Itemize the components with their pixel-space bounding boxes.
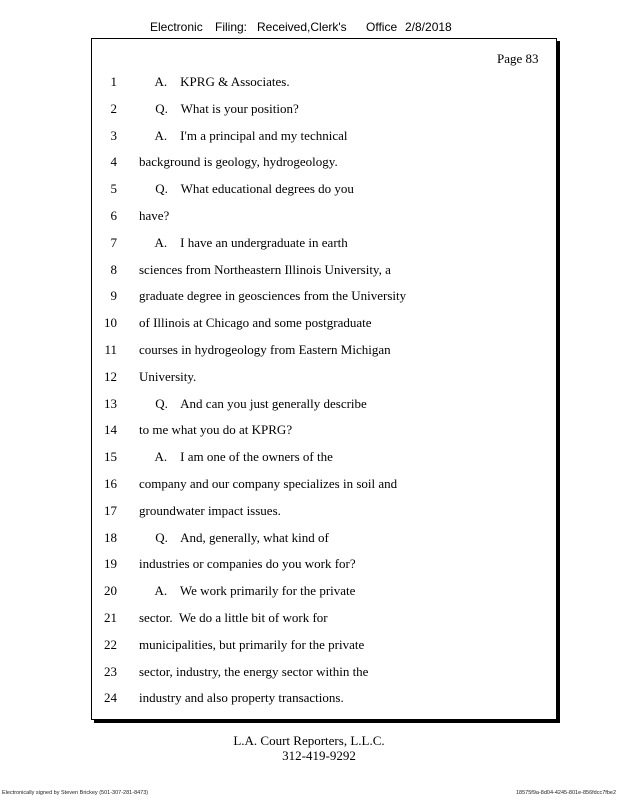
line-number: 24 (104, 690, 117, 706)
transcript-line-text: A. I am one of the owners of the (139, 449, 333, 465)
transcript-line-text: courses in hydrogeology from Eastern Michigan (139, 342, 391, 357)
line-number: 15 (104, 449, 117, 465)
line-number: 22 (104, 636, 117, 652)
header-office: Office (366, 20, 398, 34)
transcript-line-text: company and our company specializes in soil and (139, 476, 398, 491)
transcript-line-text: have? (139, 208, 170, 223)
line-number: 12 (104, 368, 117, 384)
line-number: 8 (110, 261, 117, 277)
transcript-line-text: groundwater impact issues. (139, 502, 281, 518)
transcript-line-text: graduate degree in geosciences from the University (139, 288, 407, 304)
line-number: 14 (104, 422, 117, 438)
footer-company: L.A. Court Reporters, L.L.C. (233, 733, 385, 748)
transcript-line-text: A. KPRG & Associates. (139, 74, 290, 89)
header-filing: Filing: (215, 20, 248, 34)
transcript-line-text: University. (139, 368, 197, 384)
transcript-line-text: A. We work primarily for the private (139, 583, 356, 599)
line-number: 20 (104, 583, 117, 599)
line-number: 11 (104, 342, 117, 357)
e-signature-note: Electronically signed by Steven Brickey (501-307-281-8473) (2, 790, 149, 796)
line-number: 6 (110, 208, 117, 223)
transcript-line-text: background is geology, hydrogeology. (139, 154, 338, 170)
transcript-line-text: industry and also property transactions. (139, 690, 344, 706)
transcript-line-text: Q. And can you just generally describe (139, 395, 367, 411)
transcript-line-text: sector. We do a little bit of work for (139, 610, 328, 625)
document-hash: 18575f9a-8d04-4245-801e-856fdcc7fbe2 (516, 790, 616, 796)
transcript-line-text: Q. And, generally, what kind of (139, 529, 329, 545)
page-number: Page 83 (497, 51, 539, 66)
line-number: 21 (104, 610, 117, 625)
transcript-line-text: A. I'm a principal and my technical (139, 127, 348, 143)
line-number: 9 (110, 288, 117, 304)
line-number: 3 (110, 127, 117, 143)
filing-stamp-header (0, 20, 618, 36)
line-number: 1 (110, 74, 117, 89)
transcript-line-text: Q. What educational degrees do you (139, 181, 354, 197)
transcript-line-text: Q. What is your position? (139, 100, 299, 116)
line-number: 13 (104, 395, 117, 411)
transcript-line-text: municipalities, but primarily for the private (139, 636, 365, 652)
line-number: 2 (110, 100, 117, 116)
line-number: 16 (104, 476, 117, 491)
line-number: 10 (104, 315, 117, 331)
line-number: 4 (110, 154, 117, 170)
transcript-line-text: A. I have an undergraduate in earth (139, 234, 348, 250)
line-number: 5 (110, 181, 117, 197)
transcript-line-text: of Illinois at Chicago and some postgraduate (139, 315, 372, 331)
footer-phone: 312-419-9292 (282, 748, 356, 763)
transcript-line-text: sector, industry, the energy sector within the (139, 663, 369, 679)
transcript-line-text: sciences from Northeastern Illinois University, a (139, 261, 391, 277)
line-number: 23 (104, 663, 117, 679)
line-number: 18 (104, 529, 117, 545)
header-received: Received,Clerk's (257, 20, 347, 34)
transcript-line-text: to me what you do at KPRG? (139, 422, 293, 438)
line-number: 19 (104, 556, 117, 572)
line-number: 17 (104, 502, 117, 518)
header-date: 2/8/2018 (405, 20, 452, 34)
transcript-line-text: industries or companies do you work for? (139, 556, 356, 572)
header-electronic: Electronic (150, 20, 203, 34)
line-number: 7 (110, 234, 117, 250)
